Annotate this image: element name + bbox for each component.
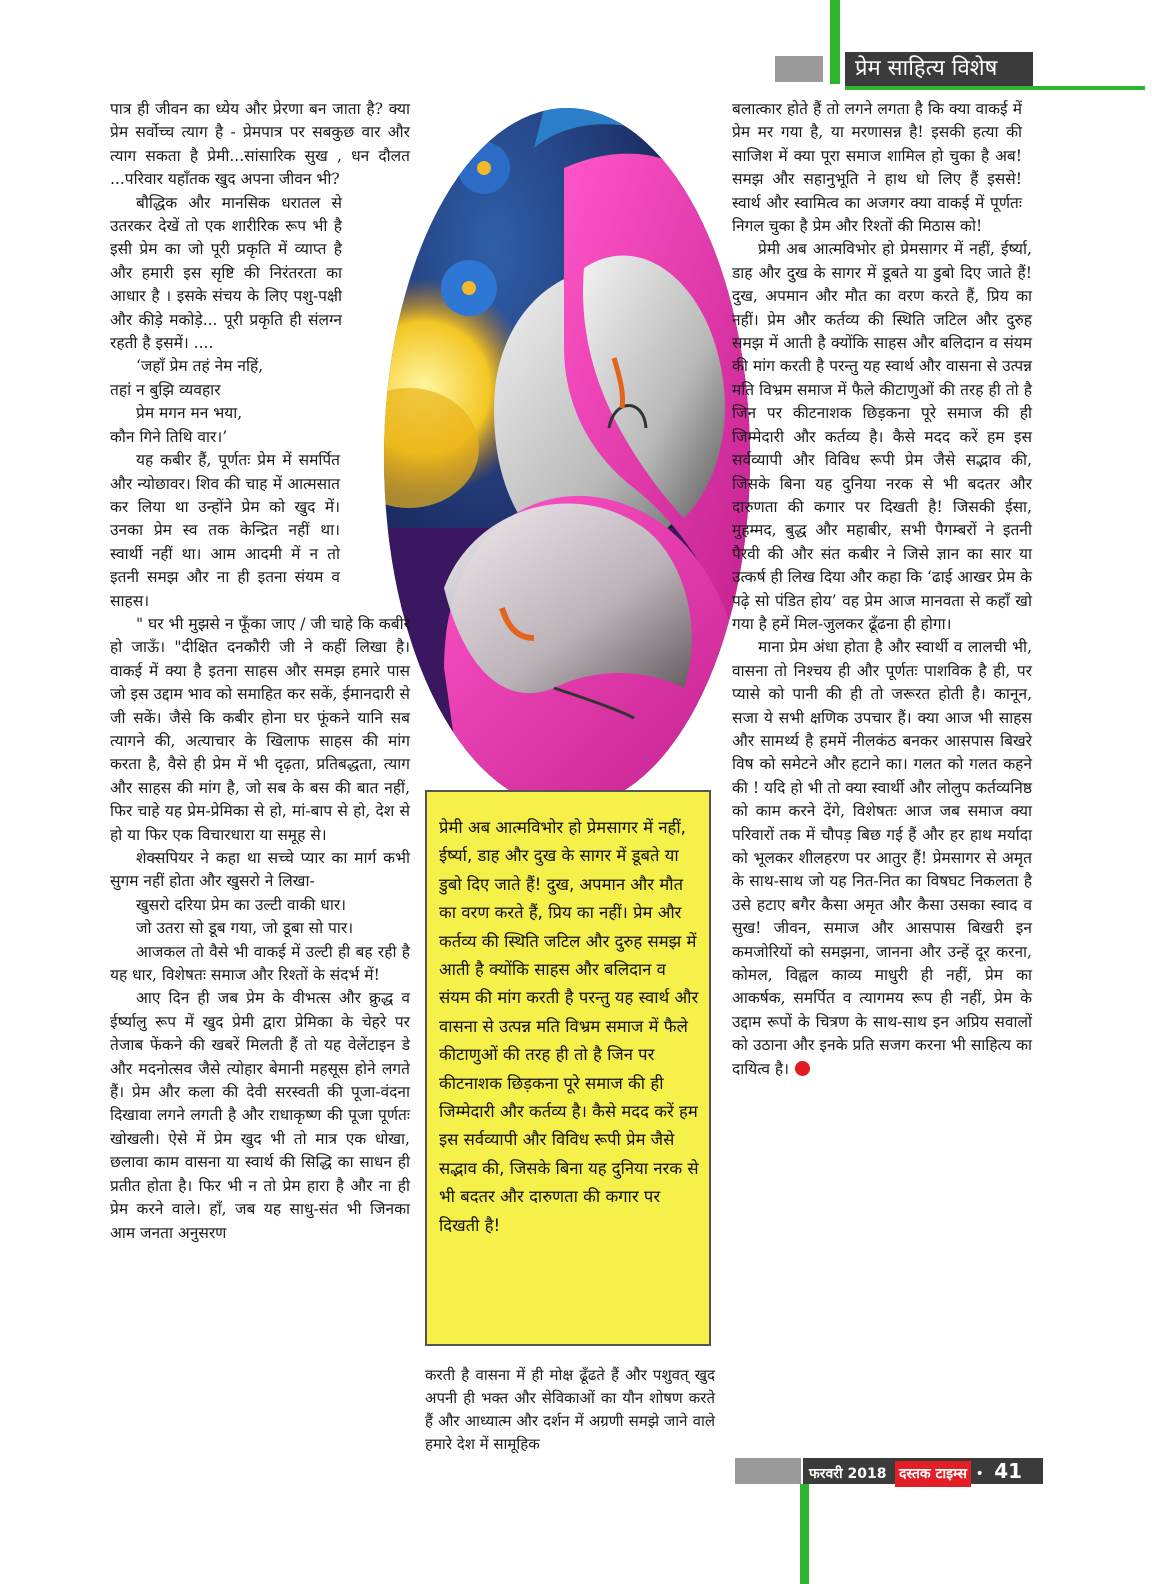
oval-artwork-embracing-figures <box>384 108 750 808</box>
issue-date: फरवरी 2018 <box>809 1466 887 1482</box>
verse-line: खुसरो दरिया प्रेम का उल्टी वाकी धार। <box>136 895 347 914</box>
verse-line: जो उतरा सो डूब गया, जो डूबा सो पार। <box>136 919 354 938</box>
bullet-separator: • <box>975 1466 984 1482</box>
header-rule <box>845 86 1145 90</box>
header-gray-block <box>775 56 823 82</box>
footer-accent-bar <box>800 1484 809 1584</box>
paragraph: शेक्सपियर ने कहा था सच्चे प्यार का मार्ग कभी सुगम नहीं होता और खुसरो ने लिखा- <box>110 849 410 891</box>
verse-line: कौन गिने तिथि वार।’ <box>110 427 228 446</box>
page-number: 41 <box>994 1459 1023 1483</box>
footer-gray-block <box>735 1458 801 1484</box>
pull-quote: प्रेमी अब आत्मविभोर हो प्रेमसागर में नहीं, ईर्ष्या, डाह और दुख के सागर में डूबते या डुबो दिए जाते हैं! दुख, अपमान और मौत का वरण करते हैं, प्रिय का नहीं। प्रेम और कर्तव्य की स्थिति जटिल और दुरुह समझ में आती है क्योंकि साहस और बलिदान व संयम की मांग करती है परन्तु यह स्वार्थ और वासना से उत्पन्न मति विभ्रम समाज में फैले कीटाणुओं की तरह ही तो है जिन पर कीटनाशक छिड़कना पूरे समाज की ही जिम्मेदारी और कर्तव्य है। कैसे मदद करें हम इस सर्वव्यापी और विविध रूपी प्रेम जैसे सद्भाव की, जिसके बिना यह दुनिया नरक से भी बदतर और दारुणता की कगार पर दिखती है! <box>425 790 711 1346</box>
verse-line: तहां न बुझि व्यवहार <box>110 380 221 399</box>
end-marker-dot <box>795 1061 810 1076</box>
paragraph-text: माना प्रेम अंधा होता है और स्वार्थी व लालची भी, वासना तो निश्चय ही और पूर्णतः पाशविक है ही, पर प्यासे को पानी की ही तो जरूरत होती है। कानून, सजा ये सभी क्षणिक उपचार हैं। क्या आज भी साहस और सामर्थ्य है हममें नीलकंठ बनकर आसपास बिखरे विष को समेटने और हटाने का। गलत को गलत कहने की ! यदि हो भी तो क्या स्वार्थी और लोलुप कर्तव्यनिष्ठ को काम करने देंगे, विशेषतः आज जब समाज क्या परिवारों तक में चौपड़ बिछ गई हैं और हर हाथ मर्यादा को भूलकर शीलहरण पर आतुर हैं! प्रेमसागर से अमृत के साथ-साथ जो यह नित-नित का विषघट निकलता है उसे हटाए बगैर कैसा अमृत और कैसा उसका स्वाद व सुख! जीवन, समाज और आसपास बिखरी इन कमजोरियों को समझना, जानना और उन्हें दूर करना, कोमल, विह्वल काव्य माधुरी ही नहीं, प्रेम का आकर्षक, समर्पित व त्यागमय रूप ही नहीं, प्रेम के उद्दाम रूपों के चित्रण के साथ-साथ इन अप्रिय सवालों को उठाना और इनके प्रति सजग करना भी साहित्य का दायित्व है। <box>732 638 1032 1078</box>
section-title: प्रेम साहित्य विशेष <box>845 52 1033 86</box>
magazine-logo: दस्तक टाइम्स <box>895 1461 971 1487</box>
footer-bar <box>803 1458 1043 1484</box>
paragraph <box>732 636 1032 1081</box>
paragraph: बौद्धिक और मानसिक धरातल से उतरकर देखें तो एक शारीरिक रूप भी है इसी प्रेम का जो पूरी प्रकृति में व्याप्त है और हमारी इस सृष्टि की निरंतरता का आधार है । इसके संचय के लिए पशु-पक्षी और कीड़े मकोड़े... पूरी प्रकृति ही संलग्न रहती है इसमें। .... <box>110 193 342 353</box>
verse-line: प्रेम मगन मन भया, <box>136 404 243 423</box>
paragraph: यह कबीर हैं, पूर्णतः प्रेम में समर्पित और न्योछावर। शिव की चाह में आत्मसात कर लिया था उन्होंने प्रेम को खुद में। उनका प्रेम स्व तक केन्द्रित नहीं था। स्वार्थी नहीं था। आम आदमी में न तो इतनी समझ और ना ही इतना संयम व साहस। <box>110 451 340 610</box>
paragraph: " घर भी मुझसे न फूँका जाए / जी चाहे कि कबीर हो जाऊँ। "दीक्षित दनकौरी जी ने कहीं लिखा है। वाकई में क्या है इतना साहस और समझ हमारे पास जो इस उद्दाम भाव को समाहित कर सकें, ईमानदारी से जी सकें। जैसे कि कबीर होना घर फूंकने यानि सब त्यागने की, अत्याचार के खिलाफ साहस की मांग करता है, वैसे ही प्रेम में भी दृढ़ता, प्रतिबद्धता, त्याग और साहस की मांग है, जो सब के बस की बात नहीं, फिर चाहे यह प्रेम-प्रेमिका से हो, मां-बाप से हो, देश से हो या फिर एक विचारधारा या समूह से। <box>110 614 410 844</box>
paragraph: आजकल तो वैसे भी वाकई में उल्टी ही बह रही है यह धार, विशेषतः समाज और रिश्तों के संदर्भ में! <box>110 942 410 985</box>
paragraph: पात्र ही जीवन का ध्येय और प्रेरणा बन जाता है? क्या प्रेम सर्वोच्च त्याग है - प्रेमपात्र पर सबकुछ वार और त्याग सकता है प्रेमी...सांसारिक सुख , धन दौलत ...परिवार यहाँतक खुद अपना जीवन भी? <box>110 100 410 189</box>
header-accent-bar <box>830 0 840 84</box>
paragraph: आए दिन ही जब प्रेम के वीभत्स और क्रुद्ध व ईर्ष्यालु रूप में खुद प्रेमी द्वारा प्रेमिका के चेहरे पर तेजाब फेंकने की खबरें मिलती हैं तो यह वेलेंटाइन डे और मदनोत्सव जैसे त्योहार बेमानी महसूस होने लगते हैं। प्रेम और कला की देवी सरस्वती की पूजा-वंदना दिखावा लगने लगती है और राधाकृष्ण की पूजा पूर्णतः खोखली। ऐसे में प्रेम खुद भी तो मात्र एक धोखा, छलावा काम वासना या स्वार्थ की सिद्धि का साधन ही प्रतीत होता है। फिर भी न तो प्रेम हारा है और ना ही प्रेम करने वाले। हाँ, जब यह साधु-संत भी जिनका आम जनता अनुसरण <box>110 989 410 1242</box>
column-3 <box>732 98 1032 1081</box>
verse-line: ‘जहाँ प्रेम तहं नेम नहिं, <box>136 357 264 376</box>
column-1 <box>110 98 410 1245</box>
paragraph: बलात्कार होते हैं तो लगने लगता है कि क्या वाकई में प्रेम मर गया है, या मरणासन्न है! इसकी हत्या की साजिश में क्या पूरा समाज शामिल हो चुका है अब! समझ और सहानुभूति ने हाथ धो लिए हैं इससे! स्वार्थ और स्वामित्व का अजगर क्या वाकई में पूर्णतः निगल चुका है प्रेम और रिश्तों की मिठास को! <box>732 100 1022 236</box>
paragraph: प्रेमी अब आत्मविभोर हो प्रेमसागर में नहीं, ईर्ष्या, डाह और दुख के सागर में डूबते या डुबो दिए जाते हैं! दुख, अपमान और मौत का वरण करते हैं, प्रिय का नहीं। प्रेम और कर्तव्य की स्थिति जटिल और दुरुह समझ में आती है क्योंकि साहस और बलिदान व संयम की मांग करती है परन्तु यह स्वार्थ और वासना से उत्पन्न मति विभ्रम समाज में फैले कीटाणुओं की तरह ही तो है जिन पर कीटनाशक छिड़कना पूरे समाज की ही जिम्मेदारी और कर्तव्य है। कैसे मदद करें हम इस सर्वव्यापी और विविध रूपी प्रेम जैसे सद्भाव की, जिसके बिना यह दुनिया नरक से भी बदतर और दारुणता की कगार पर दिखती है! जिसकी ईसा, मुहम्मद, बुद्ध और महाबीर, सभी पैगम्बरों ने इतनी पैरवी की और संत कबीर ने जिसे ज्ञान का सार या उत्कर्ष ही लिख दिया और कहा कि ‘ढाई आखर प्रेम के पढ़े सो पंडित होय’ वह प्रेम आज मानवता से कहाँ खो गया है हमें मिल-जुलकर ढूँढना ही होगा। <box>732 240 1032 633</box>
column-2-text: करती है वासना में ही मोक्ष ढूँढते हैं और पशुवत् खुद अपनी ही भक्त और सेविकाओं का यौन शोषण करते हैं और आध्यात्म और दर्शन में अग्रणी समझे जाने वाले हमारे देश में सामूहिक <box>425 1366 715 1453</box>
